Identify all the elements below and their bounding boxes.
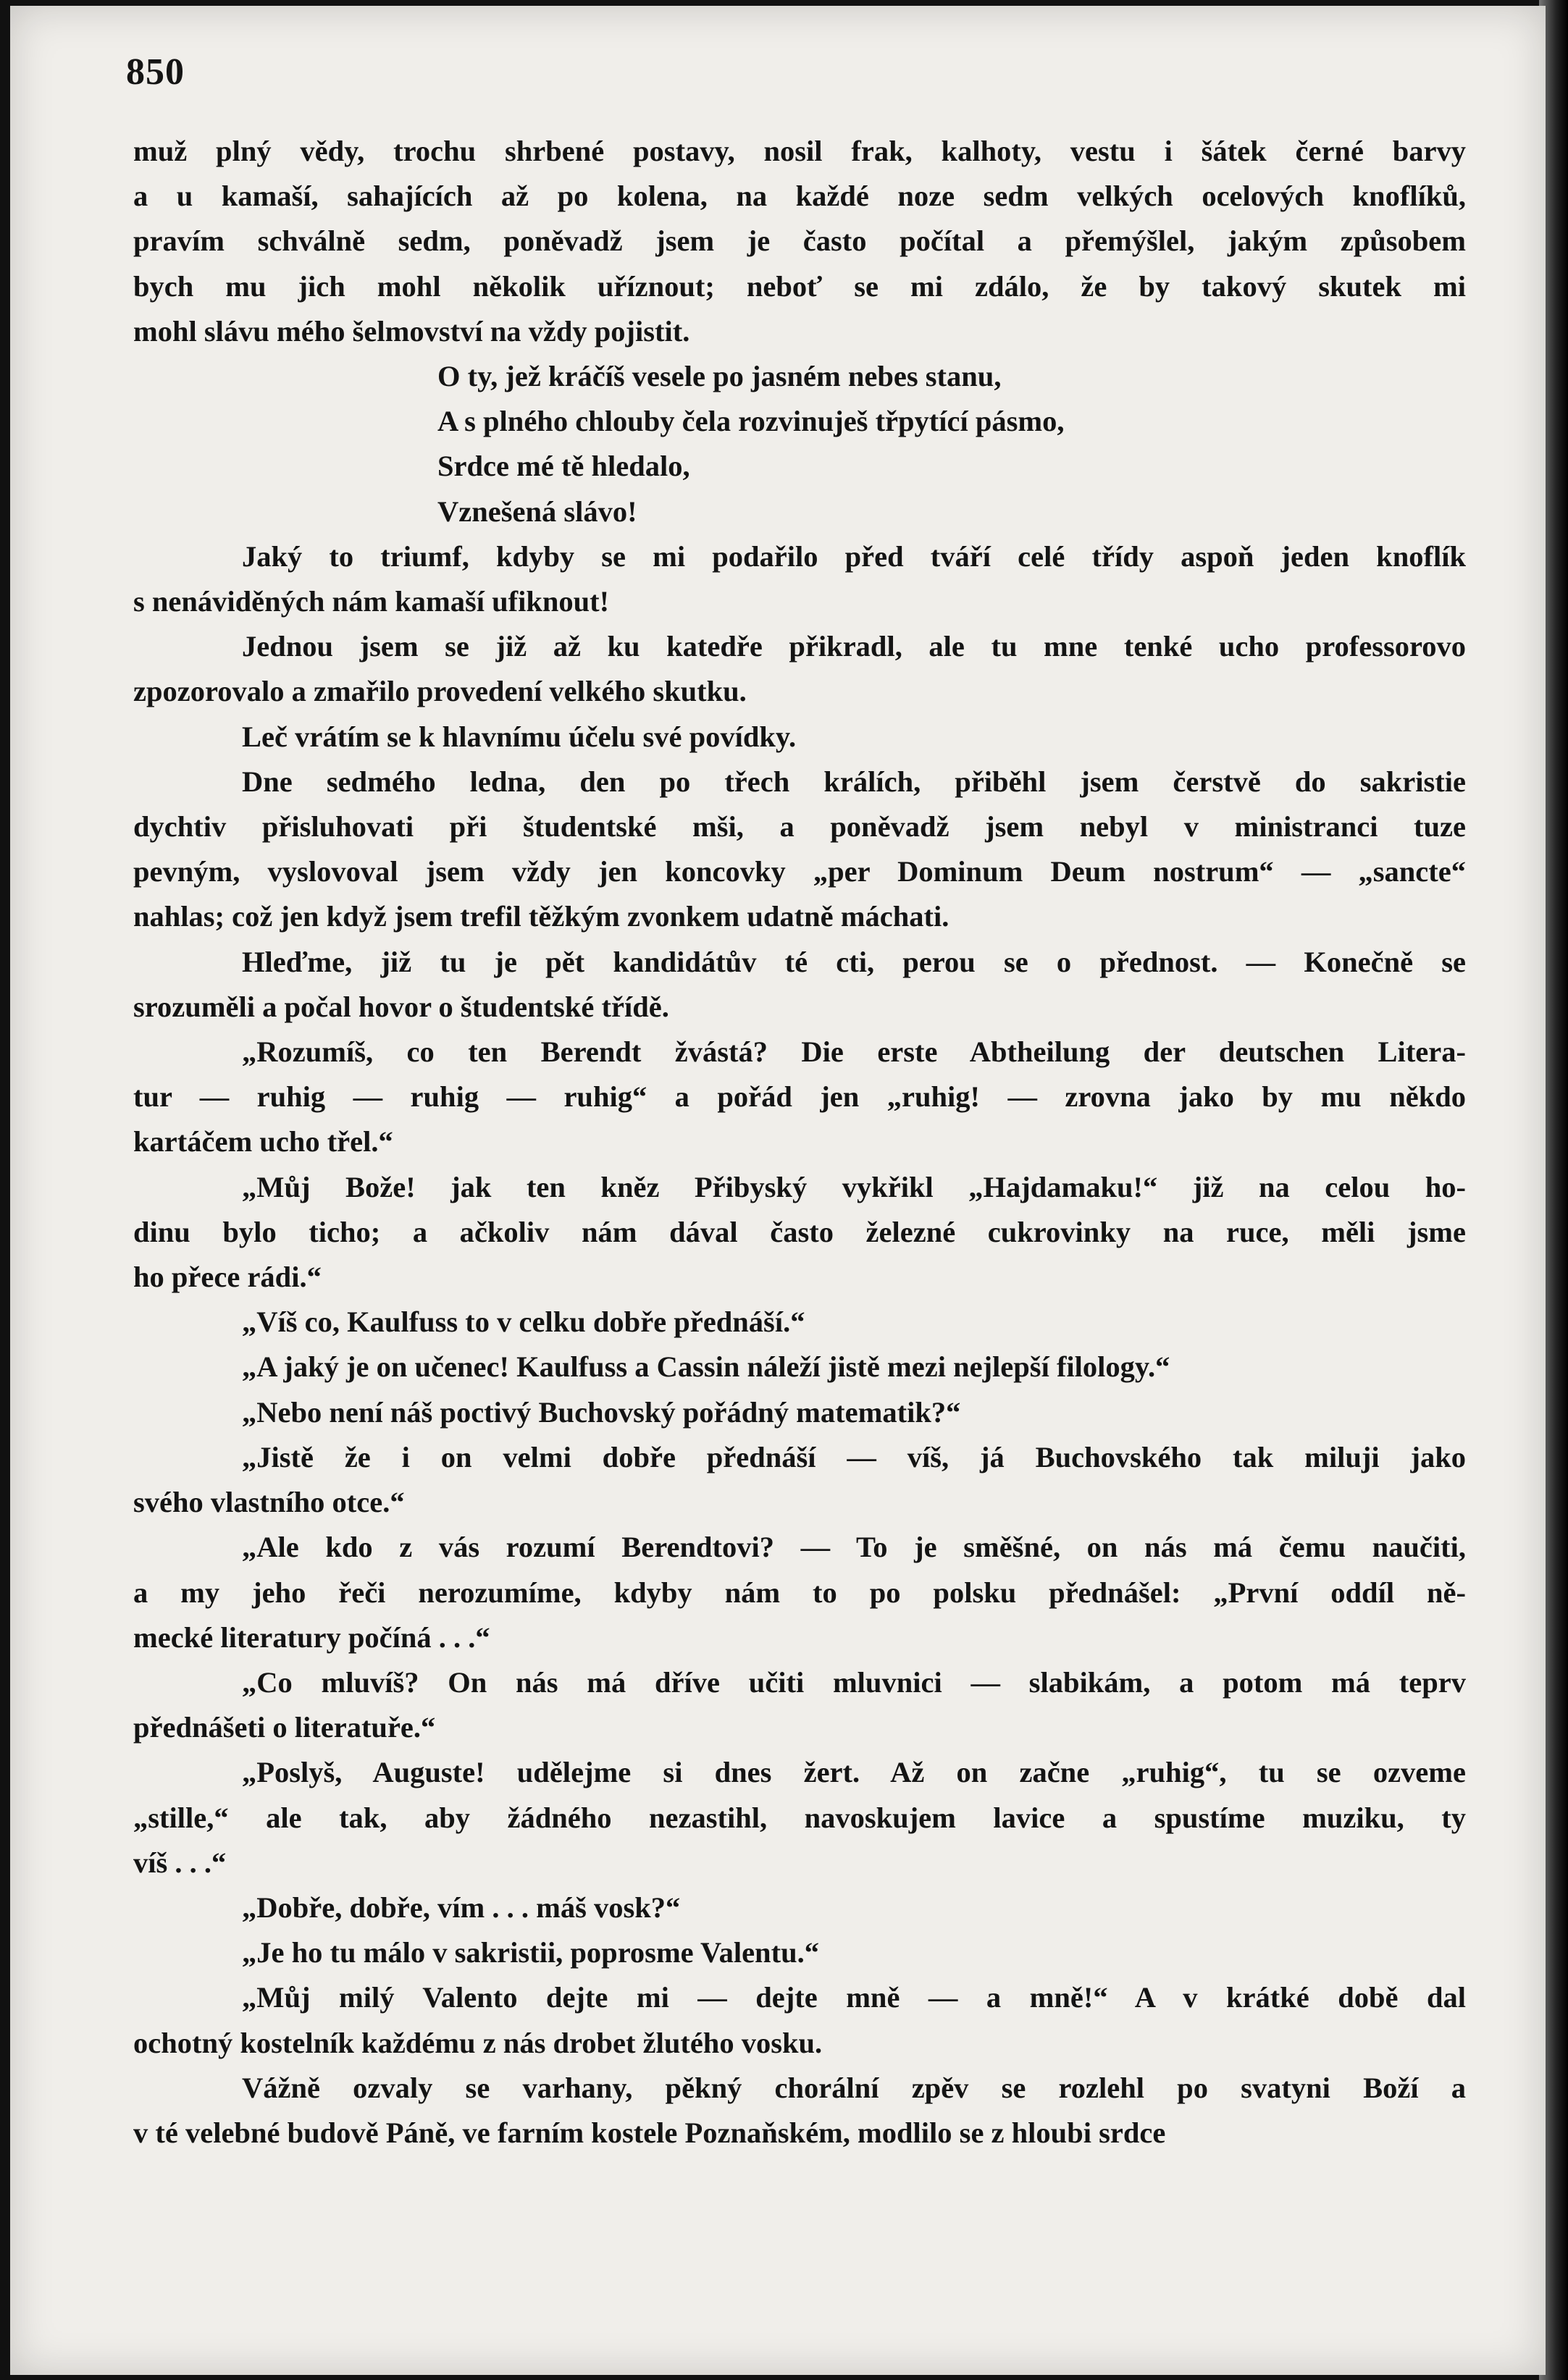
text-line: „Co mluvíš? On nás má dříve učiti mluvnici — slabikám, a potom má teprv: [242, 1665, 1466, 1699]
paragraph: [133, 1885, 1466, 1930]
text-line: „Rozumíš, co ten Berendt žvástá? Die erste Abtheilung der deutschen Litera-: [242, 1035, 1466, 1069]
text-line: a u kamaší, sahajících až po kolena, na každé noze sedm velkých ocelových knoflíků,: [133, 180, 1466, 213]
paragraph: [133, 1030, 1466, 1165]
paragraph: [133, 1390, 1466, 1435]
text-line: „Nebo není náš poctivý Buchovský pořádný matematik?“: [242, 1395, 961, 1429]
page-number: 850: [126, 51, 185, 93]
paragraph: [133, 760, 1466, 940]
text-line: mohl slávu mého šelmovství na vždy pojistit.: [133, 314, 690, 348]
text-line: Vážně ozvaly se varhany, pěkný chorální zpěv se rozlehl po svatyni Boží a: [242, 2071, 1466, 2104]
text-line: v té velebné budově Páně, ve farním kostele Poznaňském, modlilo se z hloubi srdce: [133, 2116, 1166, 2149]
text-line: Jednou jsem se již až ku katedře přikradl, ale tu mne tenké ucho professorovo: [242, 630, 1466, 663]
paragraph: [133, 1525, 1466, 1660]
text-line: dychtiv přisluhovati při študentské mši, a poněvadž jsem nebyl v ministranci tuze: [133, 810, 1466, 844]
text-line: pravím schválně sedm, poněvadž jsem je často počítal a přemýšlel, jakým způsobem: [133, 224, 1466, 258]
text-line: kartáčem ucho třel.“: [133, 1125, 393, 1159]
text-line: bych mu jich mohl několik uříznout; neboť se mi zdálo, že by takový skutek mi: [133, 269, 1466, 303]
book-page: [10, 6, 1546, 2375]
text-line: „Jistě že i on velmi dobře přednáší — víš, já Buchovského tak miluji jako: [242, 1440, 1466, 1473]
paragraph: [133, 1660, 1466, 1750]
paragraph: [133, 534, 1466, 624]
text-line: srozuměli a počal hovor o študentské třídě.: [133, 990, 669, 1023]
text-line: „stille,“ ale tak, aby žádného nezastihl, navoskujem lavice a spustíme muziku, ty: [133, 1801, 1466, 1834]
text-line: a my jeho řeči nerozumíme, kdyby nám to po polsku přednášel: „První oddíl ně-: [133, 1576, 1466, 1609]
paragraph: [133, 129, 1466, 354]
verse-line: Srdce mé tě hledalo,: [437, 450, 690, 483]
text-line: nahlas; což jen když jsem trefil těžkým zvonkem udatně máchati.: [133, 900, 949, 933]
text-line: „Můj Bože! jak ten kněz Přibyský vykřikl „Hajdamaku!“ již na celou ho-: [242, 1170, 1466, 1203]
text-line: tur — ruhig — ruhig — ruhig“ a pořád jen „ruhig! — zrovna jako by mu někdo: [133, 1080, 1466, 1114]
text-line: Dne sedmého ledna, den po třech králích, přiběhl jsem čerstvě do sakristie: [242, 765, 1466, 798]
text-line: víš . . .“: [133, 1846, 227, 1879]
text-line: ochotný kostelník každému z nás drobet žlutého vosku.: [133, 2026, 823, 2059]
text-line: „A jaký je on učenec! Kaulfuss a Cassin náleží jistě mezi nejlepší filology.“: [242, 1350, 1170, 1384]
text-line: muž plný vědy, trochu shrbené postavy, nosil frak, kalhoty, vestu i šátek černé barvy: [133, 135, 1466, 167]
verse-line: A s plného chlouby čela rozvinuješ třpytící pásmo,: [437, 405, 1065, 438]
paragraph: [133, 1930, 1466, 1975]
text-line: pevným, vyslovoval jsem vždy jen koncovky „per Dominum Deum nostrum“ — „sancte“: [133, 855, 1466, 888]
verse-line: O ty, jež kráčíš vesele po jasném nebes stanu,: [437, 360, 1002, 393]
paragraph: [133, 1300, 1466, 1345]
text-line: ho přece rádi.“: [133, 1261, 322, 1294]
text-line: „Víš co, Kaulfuss to v celku dobře přednáší.“: [242, 1305, 805, 1339]
paragraph: [133, 1435, 1466, 1525]
text-line: přednášeti o literatuře.“: [133, 1711, 436, 1744]
paragraph: [133, 1750, 1466, 1885]
text-line: „Je ho tu málo v sakristii, poprosme Valentu.“: [242, 1936, 819, 1969]
paragraph: [133, 1165, 1466, 1300]
paragraph: [133, 624, 1466, 714]
text-line: zpozorovalo a zmařilo provedení velkého skutku.: [133, 675, 747, 708]
text-line: svého vlastního otce.“: [133, 1486, 405, 1519]
verse-stanza: [133, 354, 1466, 534]
paragraph: [133, 715, 1466, 760]
text-line: Hleďme, již tu je pět kandidátův té cti, perou se o přednost. — Konečně se: [242, 945, 1466, 978]
text-line: „Poslyš, Auguste! udělejme si dnes žert. Až on začne „ruhig“, tu se ozveme: [242, 1756, 1466, 1789]
body-text: [133, 129, 1466, 2156]
paragraph: [133, 1345, 1466, 1389]
text-line: „Ale kdo z vás rozumí Berendtovi? — To je směšné, on nás má čemu naučiti,: [242, 1531, 1466, 1564]
paragraph: [133, 1975, 1466, 2065]
text-line: mecké literatury počíná . . .“: [133, 1620, 490, 1654]
paragraph: [133, 940, 1466, 1030]
text-line: dinu bylo ticho; a ačkoliv nám dával často železné cukrovinky na ruce, měli jsme: [133, 1215, 1466, 1248]
text-line: Leč vrátím se k hlavnímu účelu své povídky.: [242, 720, 797, 753]
text-line: Jaký to triumf, kdyby se mi podařilo před tváří celé třídy aspoň jeden knoflík: [242, 539, 1466, 573]
paragraph: [133, 2066, 1466, 2156]
text-line: „Dobře, dobře, vím . . . máš vosk?“: [242, 1891, 681, 1924]
text-line: s nenáviděných nám kamaší ufiknout!: [133, 585, 610, 618]
verse-line: Vznešená slávo!: [437, 495, 637, 528]
text-line: „Můj milý Valento dejte mi — dejte mně — a mně!“ A v krátké době dal: [242, 1981, 1466, 2014]
